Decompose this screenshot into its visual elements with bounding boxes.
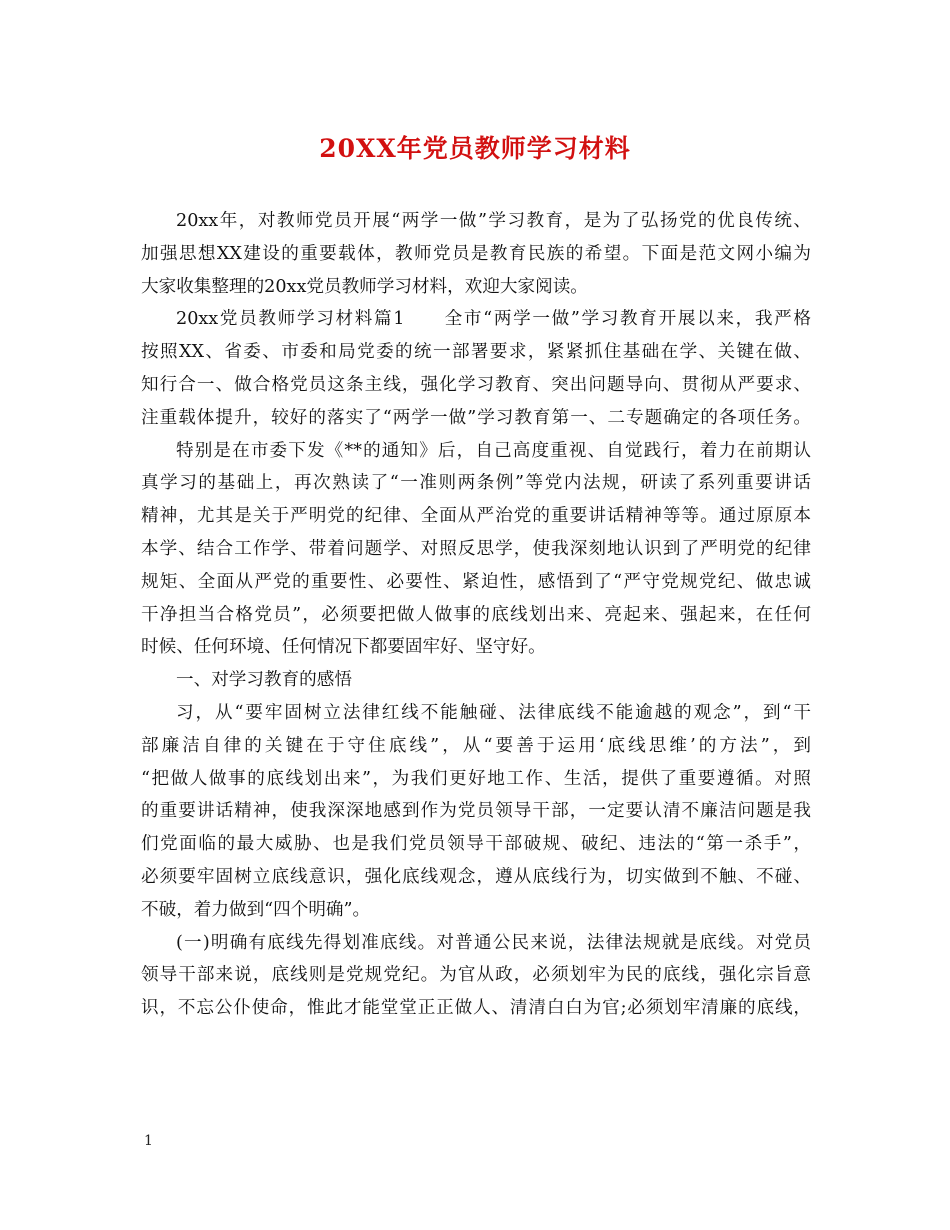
text-line: 精神，尤其是关于严明党的纪律、全面从严治党的重要讲话精神等等。通过原原本 (141, 506, 811, 527)
text-line: 大家收集整理的20xx党员教师学习材料，欢迎大家阅读。 (141, 276, 588, 297)
text-line: 识，不忘公仆使命，惟此才能堂堂正正做人、清清白白为官;必须划牢清廉的底线， (141, 998, 811, 1019)
text-line: 必须要牢固树立底线意识，强化底线观念，遵从底线行为，切实做到不触、不碰、 (141, 866, 811, 887)
document-title: 20XX年党员教师学习材料 (319, 134, 631, 163)
text-line: 加强思想XX建设的重要载体，教师党员是教育民族的希望。下面是范文网小编为 (141, 243, 811, 264)
text-line: 不破，着力做到“四个明确”。 (141, 899, 371, 920)
text-line: 知行合一、做合格党员这条主线，强化学习教育、突出问题导向、贯彻从严要求、 (141, 374, 811, 395)
text-line: 特别是在市委下发《**的通知》后，自己高度重视、自觉践行，着力在前期认 (176, 440, 811, 461)
text-line: 规矩、全面从严党的重要性、必要性、紧迫性，感悟到了“严守党规党纪、做忠诚 (141, 571, 811, 592)
text-line: 干净担当合格党员”，必须要把做人做事的底线划出来、亮起来、强起来，在任何 (141, 604, 811, 625)
text-line: “把做人做事的底线划出来”，为我们更好地工作、生活，提供了重要遵循。对照 (141, 768, 811, 789)
text-line: (一)明确有底线先得划准底线。对普通公民来说，法律法规就是底线。对党员 (176, 932, 811, 953)
text-line: 真学习的基础上，再次熟读了“一准则两条例”等党内法规，研读了系列重要讲话 (141, 473, 811, 494)
text-line: 们党面临的最大威胁、也是我们党员领导干部破规、破纪、违法的“第一杀手”， (141, 834, 811, 855)
page-number: 1 (144, 1133, 153, 1149)
text-line: 部廉洁自律的关键在于守住底线”，从“要善于运用‘底线思维’的方法”，到 (141, 735, 811, 756)
text-line: 注重载体提升，较好的落实了“两学一做”学习教育第一、二专题确定的各项任务。 (141, 407, 811, 428)
text-line: 本学、结合工作学、带着问题学、对照反思学，使我深刻地认识到了严明党的纪律 (141, 538, 811, 559)
text-line: 20xx党员教师学习材料篇1 全市“两学一做”学习教育开展以来，我严格 (176, 309, 811, 330)
section-heading: 一、对学习教育的感悟 (176, 670, 352, 691)
text-line: 按照XX、省委、市委和局党委的统一部署要求，紧紧抓住基础在学、关键在做、 (141, 342, 811, 363)
text-line: 领导干部来说，底线则是党规党纪。为官从政，必须划牢为民的底线，强化宗旨意 (141, 965, 811, 986)
text-line: 20xx年，对教师党员开展“两学一做”学习教育，是为了弘扬党的优良传统、 (176, 211, 811, 231)
text-line: 时候、任何环境、任何情况下都要固牢好、坚守好。 (141, 637, 546, 658)
document-body (141, 205, 811, 1025)
text-line: 习，从“要牢固树立法律红线不能触碰、法律底线不能逾越的观念”，到“干 (176, 702, 811, 723)
text-line: 的重要讲话精神，使我深深地感到作为党员领导干部，一定要认清不廉洁问题是我 (141, 801, 811, 822)
